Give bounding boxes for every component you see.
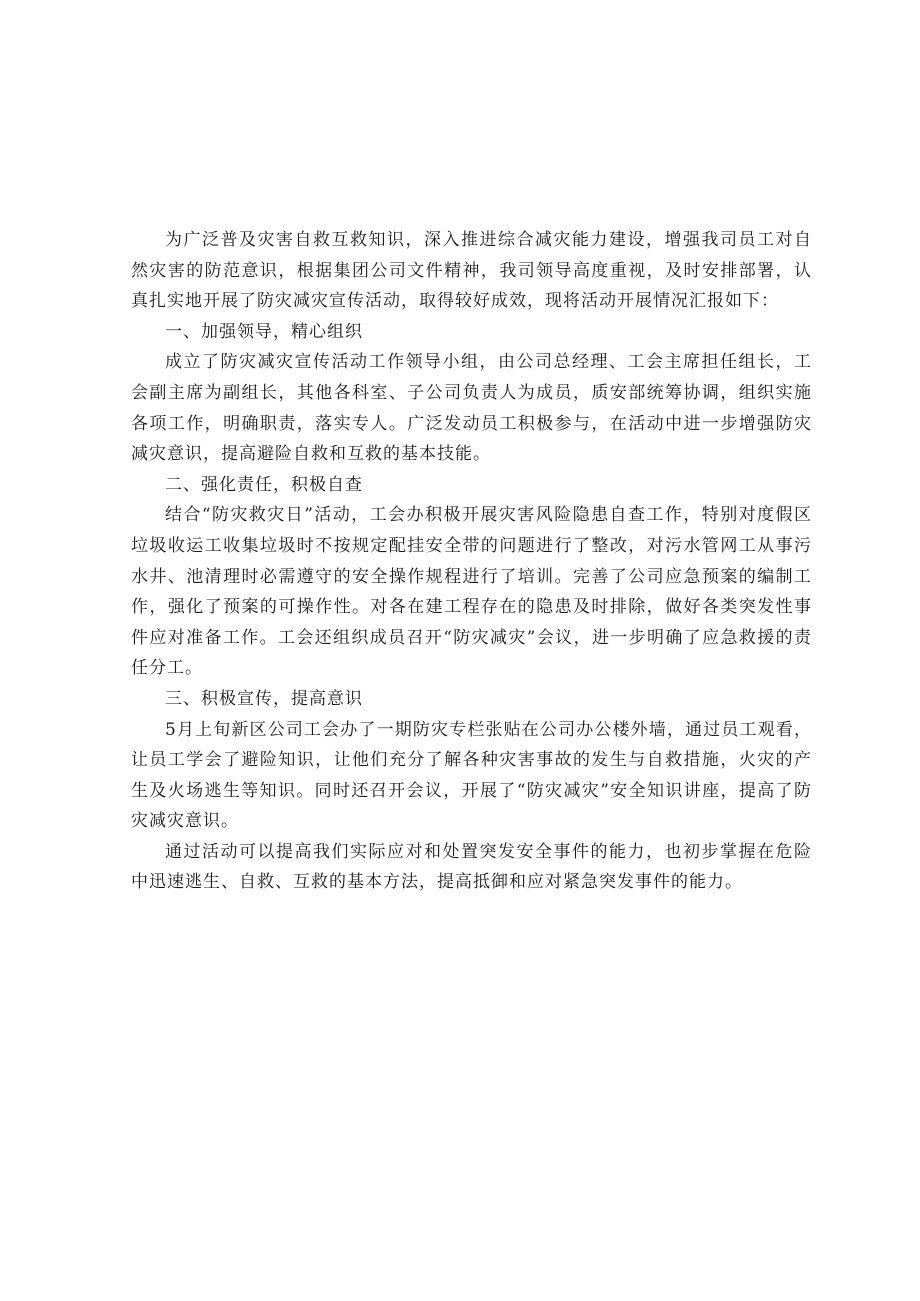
section-1-paragraph: 成立了防灾减灾宣传活动工作领导小组，由公司总经理、工会主席担任组长，工会副主席为副组长，其他各科室、子公司负责人为成员，质安部统筹协调，组织实施各项工作，明确职责，落实专人。广泛发动员工积极参与，在活动中进一步增强防灾减灾意识，提高避险自救和互救的基本技能。 bbox=[131, 352, 812, 465]
section-heading-1: 一、加强领导，精心组织 bbox=[165, 321, 363, 342]
section-2-paragraph: 结合“防灾救灾日”活动，工会办积极开展灾害风险隐患自查工作，特别对度假区垃圾收运工收集垃圾时不按规定配挂安全带的问题进行了整改，对污水管网工从事污水井、池清理时必需遵守的安全操作规程进行了培训。完善了公司应急预案的编制工作，强化了预案的可操作性。对各在建工程存在的隐患及时排除，做好各类突发性事件应对准备工作。工会还组织成员召开“防灾减灾”会议，进一步明确了应急救援的责任分工。 bbox=[131, 505, 812, 679]
conclusion-paragraph: 通过活动可以提高我们实际应对和处置突发安全事件的能力，也初步掌握在危险中迅速逃生、自救、互救的基本方法，提高抵御和应对紧急突发事件的能力。 bbox=[131, 841, 812, 893]
document-body bbox=[131, 225, 812, 898]
section-heading-3: 三、积极宣传，提高意识 bbox=[165, 688, 363, 709]
intro-paragraph: 为广泛普及灾害自救互救知识，深入推进综合减灾能力建设，增强我司员工对自然灾害的防范意识，根据集团公司文件精神，我司领导高度重视，及时安排部署，认真扎实地开展了防灾减灾宣传活动，取得较好成效，现将活动开展情况汇报如下： bbox=[131, 230, 812, 312]
section-3-paragraph: 5月上旬新区公司工会办了一期防灾专栏张贴在公司办公楼外墙，通过员工观看，让员工学会了避险知识，让他们充分了解各种灾害事故的发生与自救措施，火灾的产生及火场逃生等知识。同时还召开会议，开展了“防灾减灾”安全知识讲座，提高了防灾减灾意识。 bbox=[131, 719, 812, 832]
section-heading-2: 二、强化责任，积极自查 bbox=[165, 474, 363, 495]
